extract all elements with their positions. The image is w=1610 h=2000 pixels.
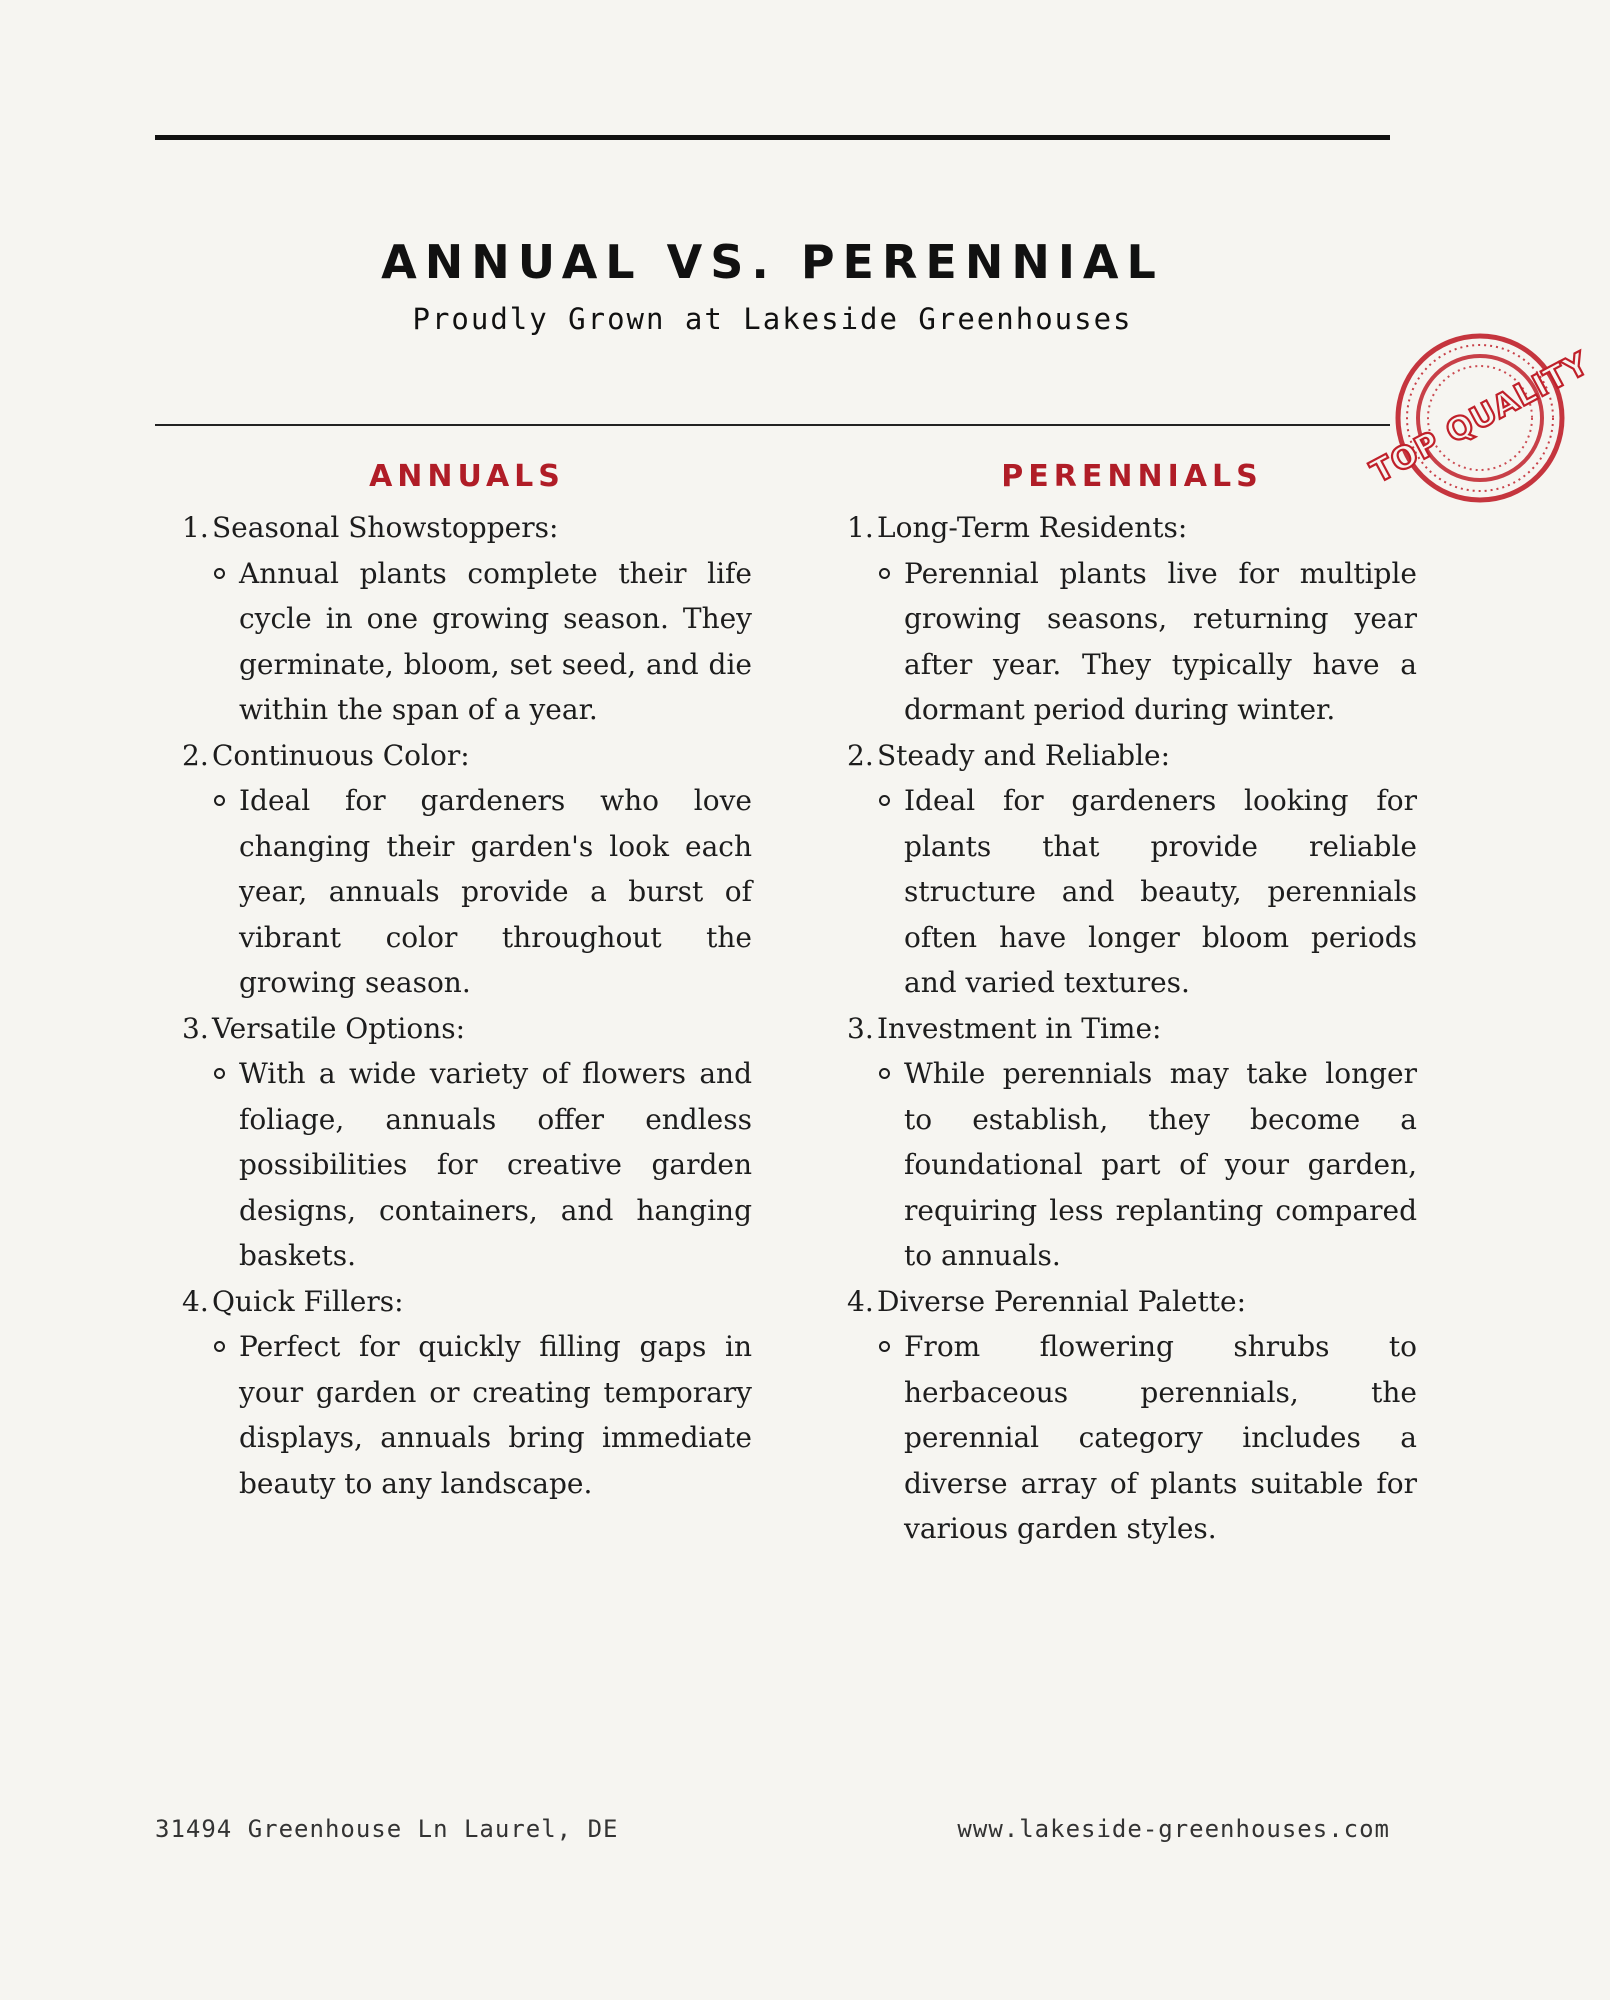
item-number: 2. — [182, 738, 209, 772]
list-item — [182, 1279, 752, 1507]
item-title: Continuous Color: — [212, 738, 470, 772]
sub-list-item — [904, 551, 1417, 733]
list-item — [182, 505, 752, 733]
item-description: Annual plants complete their life cycle in one growing season. They germinate, bloom, set seed, and die within the span of a year. — [239, 556, 752, 726]
item-number: 3. — [182, 1011, 209, 1045]
list-item — [847, 733, 1417, 1006]
top-quality-stamp-icon — [1364, 318, 1610, 518]
item-description: From flowering shrubs to herbaceous perennials, the perennial category includes a diverse array of plants suitable for various garden styles. — [904, 1330, 1417, 1545]
footer-website-link[interactable]: www.lakeside-greenhouses.com — [957, 1815, 1390, 1843]
annuals-column — [182, 455, 752, 1506]
circle-bullet-icon — [214, 795, 225, 806]
sub-list-item — [239, 1324, 752, 1506]
item-description: Ideal for gardeners who love changing their garden's look each year, annuals provide a burst of vibrant color throughout the growing season. — [239, 784, 752, 999]
circle-bullet-icon — [879, 1341, 890, 1352]
circle-bullet-icon — [879, 568, 890, 579]
item-number: 1. — [182, 511, 209, 544]
list-item — [182, 733, 752, 1006]
item-title: Diverse Perennial Palette: — [877, 1284, 1247, 1318]
circle-bullet-icon — [214, 568, 225, 579]
item-description: Perfect for quickly filling gaps in your garden or creating temporary displays, annuals bring immediate beauty to any landscape. — [239, 1330, 752, 1500]
list-item — [182, 1006, 752, 1279]
item-title: Steady and Reliable: — [877, 738, 1171, 772]
sub-list-item — [904, 1051, 1417, 1279]
item-number: 2. — [847, 738, 874, 772]
page-title: ANNUAL VS. PERENNIAL — [381, 235, 1164, 289]
circle-bullet-icon — [879, 1068, 890, 1079]
circle-bullet-icon — [214, 1341, 225, 1352]
perennials-column — [847, 455, 1417, 1552]
sub-list-item — [904, 1324, 1417, 1552]
item-title: Seasonal Showstoppers: — [212, 511, 559, 544]
item-number: 3. — [847, 1011, 874, 1045]
item-number: 1. — [847, 511, 874, 544]
perennials-list — [847, 505, 1417, 1552]
annuals-list — [182, 505, 752, 1506]
top-divider — [155, 135, 1390, 140]
item-description: With a wide variety of flowers and foliage, annuals offer endless possibilities for creative garden designs, containers, and hanging baskets. — [239, 1057, 752, 1272]
item-title: Quick Fillers: — [212, 1284, 404, 1318]
item-number: 4. — [847, 1284, 874, 1318]
item-description: Perennial plants live for multiple growing seasons, returning year after year. They typically have a dormant period during winter. — [904, 556, 1417, 726]
annuals-heading: ANNUALS — [369, 459, 565, 494]
item-title: Versatile Options: — [212, 1011, 466, 1045]
item-title: Investment in Time: — [877, 1011, 1162, 1045]
circle-bullet-icon — [879, 795, 890, 806]
list-item — [847, 505, 1417, 733]
sub-list-item — [239, 551, 752, 733]
item-description: While perennials may take longer to establish, they become a foundational part of your garden, requiring less replanting compared to annuals. — [904, 1057, 1417, 1272]
section-divider — [155, 424, 1390, 426]
circle-bullet-icon — [214, 1068, 225, 1079]
item-number: 4. — [182, 1284, 209, 1318]
item-description: Ideal for gardeners looking for plants that provide reliable structure and beauty, perennials often have longer bloom periods and varied textures. — [904, 784, 1417, 999]
footer-address: 31494 Greenhouse Ln Laurel, DE — [155, 1815, 619, 1843]
list-item — [847, 1279, 1417, 1552]
sub-list-item — [904, 778, 1417, 1006]
sub-list-item — [239, 778, 752, 1006]
list-item — [847, 1006, 1417, 1279]
flyer-page — [155, 0, 1596, 2000]
sub-list-item — [239, 1051, 752, 1279]
page-subtitle: Proudly Grown at Lakeside Greenhouses — [412, 302, 1133, 336]
perennials-heading: PERENNIALS — [1001, 459, 1263, 494]
stamp-text: TOP QUALITY — [1364, 345, 1596, 491]
item-title: Long-Term Residents: — [877, 511, 1188, 544]
